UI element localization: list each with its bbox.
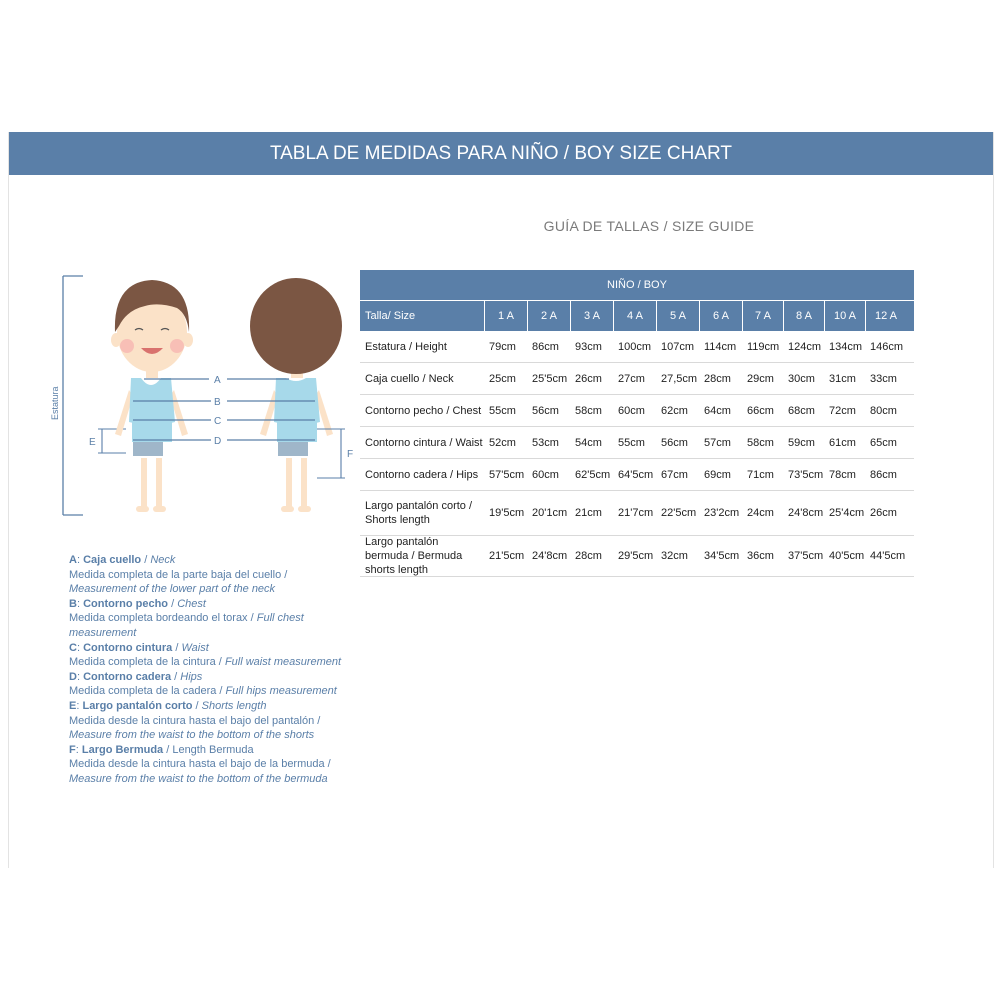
table-cell: 134cm <box>829 340 863 353</box>
table-cell: 29'5cm <box>618 550 654 562</box>
table-cell: 59cm <box>788 436 815 449</box>
table-cell: 25'4cm <box>829 507 865 519</box>
table-cell: 100cm <box>618 340 652 353</box>
row-label: Contorno cadera / Hips <box>365 468 479 481</box>
table-cell: 93cm <box>575 340 602 353</box>
row-label: Estatura / Height <box>365 340 447 353</box>
table-cell: 21'5cm <box>489 550 525 562</box>
row-label: Largo pantalón bermuda / Bermuda shorts length <box>365 536 463 576</box>
table-row <box>360 459 914 491</box>
table-cell: 80cm <box>870 404 897 417</box>
back-boy-figure <box>250 278 342 512</box>
table-cell: 65cm <box>870 436 897 449</box>
table-cell: 71cm <box>747 468 774 481</box>
table-cell: 33cm <box>870 372 897 385</box>
legend-e: E: Largo pantalón corto / Shorts length Medida desde la cintura hasta el bajo del pantalón / Measure from the waist to the bottom of the shorts <box>69 699 321 742</box>
table-cell: 60cm <box>618 404 645 417</box>
table-cell: 61cm <box>829 436 856 449</box>
table-row <box>360 491 914 536</box>
table-cell: 26cm <box>575 372 602 385</box>
table-cell: 28cm <box>575 550 602 562</box>
marker-e: E <box>89 437 96 448</box>
size-header: 1 A <box>484 301 527 331</box>
size-header: 3 A <box>570 301 613 331</box>
table-cell: 34'5cm <box>704 550 740 562</box>
table-cell: 32cm <box>661 550 688 562</box>
table-row <box>360 536 914 577</box>
boy-measurement-illustration <box>49 272 359 522</box>
table-cell: 21'7cm <box>618 507 654 519</box>
table-cell: 67cm <box>661 468 688 481</box>
table-group-header: NIÑO / BOY <box>360 270 914 300</box>
size-header: 7 A <box>742 301 783 331</box>
table-cell: 56cm <box>661 436 688 449</box>
size-header: 2 A <box>527 301 570 331</box>
table-cell: 29cm <box>747 372 774 385</box>
table-cell: 26cm <box>870 507 897 519</box>
table-cell: 54cm <box>575 436 602 449</box>
table-cell: 55cm <box>618 436 645 449</box>
table-cell: 31cm <box>829 372 856 385</box>
table-cell: 24'8cm <box>532 550 568 562</box>
table-cell: 72cm <box>829 404 856 417</box>
table-cell: 30cm <box>788 372 815 385</box>
size-header: 10 A <box>824 301 865 331</box>
table-cell: 58cm <box>575 404 602 417</box>
table-cell: 23'2cm <box>704 507 740 519</box>
table-cell: 107cm <box>661 340 695 353</box>
table-header-row <box>360 300 914 331</box>
table-row <box>360 395 914 427</box>
table-row <box>360 427 914 459</box>
measurement-legend <box>69 553 349 787</box>
legend-b: B: Contorno pecho / Chest Medida completa bordeando el torax / Full chest measurement <box>69 597 304 639</box>
table-row <box>360 331 914 363</box>
table-cell: 56cm <box>532 404 559 417</box>
legend-a: A: Caja cuello / Neck Medida completa de la parte baja del cuello / Measurement of the lower part of the neck <box>69 554 288 596</box>
legend-d: D: Contorno cadera / Hips Medida completa de la cadera / Full hips measurement <box>69 670 337 698</box>
table-cell: 28cm <box>704 372 731 385</box>
table-cell: 37'5cm <box>788 550 824 562</box>
marker-b: B <box>214 397 221 408</box>
table-cell: 124cm <box>788 340 822 353</box>
table-cell: 68cm <box>788 404 815 417</box>
table-cell: 19'5cm <box>489 507 525 519</box>
table-body <box>360 331 914 577</box>
row-label: Contorno cintura / Waist <box>365 436 483 449</box>
table-cell: 146cm <box>870 340 904 353</box>
table-cell: 24'8cm <box>788 507 824 519</box>
size-header: 8 A <box>783 301 824 331</box>
table-cell: 53cm <box>532 436 559 449</box>
table-cell: 60cm <box>532 468 559 481</box>
table-cell: 79cm <box>489 340 516 353</box>
table-cell: 64cm <box>704 404 731 417</box>
table-cell: 27,5cm <box>661 372 698 385</box>
table-cell: 64'5cm <box>618 468 654 481</box>
size-header: 12 A <box>865 301 906 331</box>
legend-c: C: Contorno cintura / Waist Medida completa de la cintura / Full waist measurement <box>69 641 342 669</box>
table-cell: 86cm <box>532 340 559 353</box>
size-chart-panel <box>8 132 994 868</box>
table-cell: 62'5cm <box>575 468 611 481</box>
table-cell: 78cm <box>829 468 856 481</box>
table-row <box>360 363 914 395</box>
bermuda-length-bracket <box>317 429 345 478</box>
row-label: Contorno pecho / Chest <box>365 404 482 417</box>
table-cell: 21cm <box>575 507 602 519</box>
table-cell: 69cm <box>704 468 731 481</box>
table-cell: 24cm <box>747 507 774 519</box>
table-cell: 40'5cm <box>829 550 865 562</box>
table-cell: 62cm <box>661 404 688 417</box>
banner-title: TABLA DE MEDIDAS PARA NIÑO / BOY SIZE CHART <box>9 132 993 175</box>
size-column-header: Talla/ Size <box>365 310 416 322</box>
table-cell: 58cm <box>747 436 774 449</box>
guide-title: GUÍA DE TALLAS / SIZE GUIDE <box>543 218 755 234</box>
height-label: Estatura <box>50 386 60 420</box>
size-table <box>360 270 914 577</box>
size-header: 6 A <box>699 301 742 331</box>
size-header: 5 A <box>656 301 699 331</box>
table-cell: 57'5cm <box>489 468 525 481</box>
table-cell: 20'1cm <box>532 507 568 519</box>
marker-f: F <box>347 449 354 460</box>
table-cell: 114cm <box>704 340 737 353</box>
legend-f: F: Largo Bermuda / Length Bermuda Medida desde la cintura hasta el bajo de la bermuda / Measure from the waist to the bottom of the bermuda <box>69 743 331 785</box>
row-label: Largo pantalón corto / Shorts length <box>365 500 473 526</box>
table-cell: 22'5cm <box>661 507 697 519</box>
table-cell: 119cm <box>747 340 780 353</box>
marker-d: D <box>214 436 222 447</box>
table-cell: 57cm <box>704 436 731 449</box>
height-bracket <box>63 276 83 515</box>
table-cell: 52cm <box>489 436 516 449</box>
front-boy-figure <box>111 280 193 512</box>
row-label: Caja cuello / Neck <box>365 372 454 385</box>
table-cell: 66cm <box>747 404 774 417</box>
table-cell: 73'5cm <box>788 468 824 481</box>
table-cell: 36cm <box>747 550 774 562</box>
marker-c: C <box>214 416 222 427</box>
table-cell: 27cm <box>618 372 645 385</box>
table-cell: 86cm <box>870 468 897 481</box>
marker-a: A <box>214 375 221 386</box>
table-cell: 55cm <box>489 404 516 417</box>
table-cell: 44'5cm <box>870 550 906 562</box>
table-cell: 25cm <box>489 372 516 385</box>
table-cell: 25'5cm <box>532 372 568 385</box>
size-header: 4 A <box>613 301 656 331</box>
